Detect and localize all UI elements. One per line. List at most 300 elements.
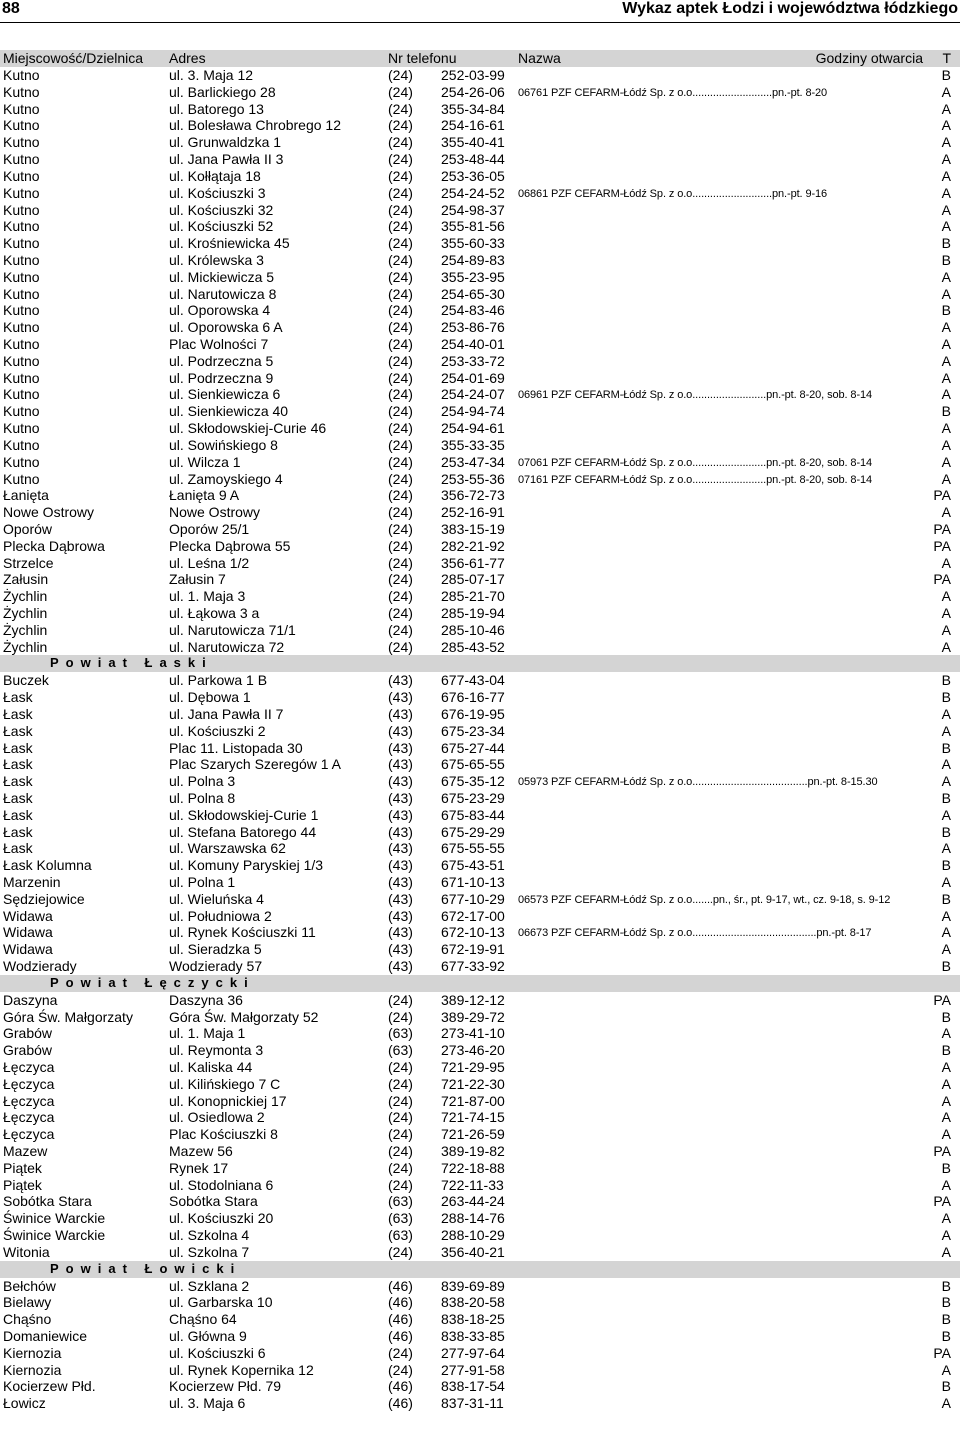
cell-type: A (941, 167, 951, 184)
cell-area-code: (43) (388, 823, 413, 840)
cell-address: ul. Skłodowskiej-Curie 1 (169, 806, 319, 823)
cell-location: Załusin (3, 571, 49, 588)
cell-area-code: (63) (388, 1227, 413, 1244)
cell-type: A (941, 941, 951, 958)
cell-phone-number: 675-29-29 (441, 823, 505, 840)
table-row (0, 1177, 960, 1194)
cell-location: Piątek (3, 1159, 42, 1176)
table-row (0, 941, 960, 958)
cell-location: Kutno (3, 100, 40, 117)
cell-area-code: (24) (388, 470, 413, 487)
cell-phone-number: 355-60-33 (441, 235, 505, 252)
cell-name-hours: 06961 PZF CEFARM-Łódź Sp. z o.o.........................pn.-pt. 8-20, sob. 8-14 (518, 389, 873, 402)
cell-phone-number: 675-23-29 (441, 789, 505, 806)
table-row (0, 773, 960, 790)
cell-location: Widawa (3, 941, 53, 958)
table-row (0, 571, 960, 588)
cell-location: Łask (3, 722, 33, 739)
cell-area-code: (24) (388, 1109, 413, 1126)
cell-phone-number: 355-23-95 (441, 268, 505, 285)
cell-address: ul. Krośniewicka 45 (169, 235, 290, 252)
cell-type: A (941, 1092, 951, 1109)
cell-area-code: (63) (388, 1193, 413, 1210)
cell-phone-number: 675-35-12 (441, 773, 505, 790)
cell-type: A (941, 705, 951, 722)
cell-phone-number: 675-65-55 (441, 756, 505, 773)
cell-phone-number: 253-36-05 (441, 167, 505, 184)
cell-name-hours: 07061 PZF CEFARM-Łódź Sp. z o.o.........................pn.-pt. 8-20, sob. 8-14 (518, 456, 873, 469)
cell-area-code: (46) (388, 1294, 413, 1311)
table-row (0, 1143, 960, 1160)
cell-type: A (941, 605, 951, 621)
cell-phone-number: 282-21-92 (441, 537, 505, 554)
cell-area-code: (24) (388, 1243, 413, 1260)
cell-area-code: (24) (388, 1159, 413, 1176)
cell-phone-number: 254-83-46 (441, 302, 505, 319)
cell-area-code: (43) (388, 941, 413, 958)
cell-type: A (941, 83, 951, 100)
cell-address: ul. Stefana Batorego 44 (169, 823, 317, 840)
cell-type: A (941, 201, 951, 218)
cell-location: Łęczyca (3, 1075, 55, 1092)
cell-area-code: (24) (388, 386, 413, 403)
section-title: Powiat Łaski (50, 655, 213, 671)
cell-phone-number: 677-10-29 (441, 890, 505, 907)
cell-area-code: (43) (388, 789, 413, 806)
cell-location: Marzenin (3, 874, 61, 890)
cell-phone-number: 721-87-00 (441, 1092, 505, 1109)
cell-type: A (941, 1176, 951, 1193)
table-row (0, 370, 960, 387)
cell-area-code: (63) (388, 1025, 413, 1042)
table-row (0, 353, 960, 370)
cell-phone-number: 838-18-25 (441, 1311, 505, 1328)
table-row (0, 286, 960, 303)
table-row (0, 235, 960, 252)
cell-location: Łask (3, 756, 33, 773)
cell-location: Mazew (3, 1143, 48, 1159)
table-row (0, 487, 960, 504)
cell-phone-number: 253-55-36 (441, 470, 505, 487)
cell-phone-number: 277-91-58 (441, 1361, 505, 1378)
cell-phone-number: 389-19-82 (441, 1143, 505, 1159)
cell-area-code: (43) (388, 773, 413, 790)
cell-phone-number: 721-29-95 (441, 1058, 505, 1075)
cell-area-code: (24) (388, 991, 413, 1008)
table-row (0, 420, 960, 437)
cell-location: Buczek (3, 672, 49, 689)
cell-type: B (941, 1378, 951, 1395)
table-row (0, 840, 960, 857)
cell-address: Plecka Dąbrowa 55 (169, 537, 291, 554)
cell-phone-number: 838-33-85 (441, 1327, 505, 1344)
cell-location: Kutno (3, 151, 40, 168)
cell-location: Kutno (3, 369, 40, 386)
cell-phone-number: 356-61-77 (441, 554, 505, 571)
cell-phone-number: 675-83-44 (441, 806, 505, 823)
cell-address: ul. Stodolniana 6 (169, 1176, 274, 1193)
cell-type: B (941, 789, 951, 806)
cell-phone-number: 253-86-76 (441, 319, 505, 336)
cell-area-code: (24) (388, 487, 413, 504)
cell-address: ul. Sieradzka 5 (169, 941, 262, 958)
cell-address: ul. Batorego 13 (169, 100, 264, 117)
cell-address: ul. Sowińskiego 8 (169, 436, 278, 453)
cell-location: Widawa (3, 907, 53, 924)
cell-type: B (941, 739, 951, 756)
cell-type: A (941, 470, 951, 487)
cell-location: Kutno (3, 470, 40, 487)
cell-phone-number: 389-29-72 (441, 1008, 505, 1025)
cell-address: Plac 11. Listopada 30 (169, 739, 303, 756)
cell-address: ul. Szklana 2 (169, 1277, 250, 1294)
cell-area-code: (46) (388, 1311, 413, 1328)
table-row (0, 1311, 960, 1328)
cell-type: A (941, 268, 951, 285)
table-row (0, 807, 960, 824)
cell-type: A (941, 874, 951, 890)
cell-location: Kutno (3, 453, 40, 470)
cell-location: Strzelce (3, 554, 54, 571)
cell-phone-number: 672-17-00 (441, 907, 505, 924)
cell-location: Żychlin (3, 605, 48, 621)
cell-phone-number: 838-17-54 (441, 1378, 505, 1395)
cell-name-hours: 06673 PZF CEFARM-Łódź Sp. z o.o..........................................pn.-pt. 8-17 (518, 927, 872, 940)
cell-phone-number: 722-11-33 (441, 1176, 504, 1193)
cell-phone-number: 356-72-73 (441, 487, 505, 504)
cell-address: ul. Warszawska 62 (169, 840, 286, 857)
cell-phone-number: 677-33-92 (441, 958, 505, 975)
cell-area-code: (24) (388, 605, 413, 621)
cell-location: Kiernozia (3, 1344, 62, 1361)
cell-phone-number: 285-19-94 (441, 605, 505, 621)
table-row (0, 1328, 960, 1345)
cell-type: A (941, 436, 951, 453)
col-location: Miejscowość/Dzielnica (3, 50, 144, 66)
cell-address: Kocierzew Płd. 79 (169, 1378, 282, 1395)
cell-location: Łask (3, 739, 33, 756)
table-row (0, 454, 960, 471)
cell-area-code: (24) (388, 268, 413, 285)
cell-phone-number: 273-41-10 (441, 1025, 505, 1042)
cell-phone-number: 671-10-13 (441, 874, 505, 890)
table-row (0, 639, 960, 656)
cell-location: Łanięta (3, 487, 49, 504)
cell-area-code: (24) (388, 1361, 413, 1378)
cell-phone-number: 721-22-30 (441, 1075, 505, 1092)
table-row (0, 1244, 960, 1261)
cell-phone-number: 356-40-21 (441, 1243, 505, 1260)
cell-type: A (941, 638, 951, 655)
cell-type: A (941, 1075, 951, 1092)
cell-address: ul. Polna 1 (169, 874, 236, 890)
table-row (0, 1294, 960, 1311)
cell-phone-number: 253-33-72 (441, 352, 505, 369)
table-row (0, 1378, 960, 1395)
cell-location: Kutno (3, 235, 40, 252)
cell-area-code: (43) (388, 705, 413, 722)
cell-address: ul. Kościuszki 6 (169, 1344, 266, 1361)
cell-address: ul. Bolesława Chrobrego 12 (169, 117, 341, 134)
cell-type: A (941, 907, 951, 924)
cell-phone-number: 839-69-89 (441, 1277, 505, 1294)
cell-type: B (941, 1327, 951, 1344)
cell-area-code: (63) (388, 1210, 413, 1227)
cell-location: Kiernozia (3, 1361, 62, 1378)
cell-phone-number: 355-33-35 (441, 436, 505, 453)
cell-location: Widawa (3, 924, 53, 941)
cell-area-code: (24) (388, 134, 413, 151)
cell-type: A (941, 840, 951, 857)
table-row (0, 672, 960, 689)
cell-location: Góra Św. Małgorzaty (3, 1008, 133, 1025)
table-row (0, 151, 960, 168)
cell-area-code: (24) (388, 167, 413, 184)
cell-area-code: (24) (388, 621, 413, 638)
cell-address: ul. Wilcza 1 (169, 453, 241, 470)
cell-phone-number: 254-94-74 (441, 403, 505, 420)
cell-phone-number: 677-43-04 (441, 672, 505, 689)
cell-address: ul. Kościuszki 32 (169, 201, 274, 218)
cell-type: B (941, 689, 951, 706)
cell-area-code: (24) (388, 319, 413, 336)
table-row (0, 689, 960, 706)
cell-area-code: (24) (388, 520, 413, 537)
cell-phone-number: 252-16-91 (441, 504, 505, 521)
table-row (0, 874, 960, 891)
cell-type: A (941, 218, 951, 235)
cell-location: Grabów (3, 1042, 53, 1059)
page-header (0, 0, 960, 24)
table-row (0, 117, 960, 134)
cell-address: ul. Konopnickiej 17 (169, 1092, 287, 1109)
cell-type: A (941, 184, 951, 201)
cell-address: ul. Łąkowa 3 a (169, 605, 260, 621)
cell-address: ul. Królewska 3 (169, 251, 264, 268)
table-row (0, 992, 960, 1009)
cell-location: Chąśno (3, 1311, 52, 1328)
table-row (0, 1160, 960, 1177)
cell-location: Nowe Ostrowy (3, 504, 95, 521)
table-row (0, 891, 960, 908)
cell-address: ul. Kościuszki 2 (169, 722, 266, 739)
cell-address: ul. Kołłątaja 18 (169, 167, 261, 184)
cell-address: ul. Reymonta 3 (169, 1042, 264, 1059)
cell-type: A (941, 1025, 951, 1042)
cell-location: Łask (3, 823, 33, 840)
cell-area-code: (24) (388, 1058, 413, 1075)
table-row (0, 1009, 960, 1026)
cell-address: Sobótka Stara (169, 1193, 258, 1210)
cell-type: PA (933, 1193, 951, 1210)
cell-type: B (941, 302, 951, 319)
col-type: T (942, 50, 951, 66)
table-row (0, 1395, 960, 1412)
cell-location: Sędziejowice (3, 890, 85, 907)
cell-address: ul. 1. Maja 1 (169, 1025, 246, 1042)
cell-phone-number: 672-10-13 (441, 924, 505, 941)
cell-type: A (941, 369, 951, 386)
table-row (0, 605, 960, 622)
cell-phone-number: 277-97-64 (441, 1344, 505, 1361)
cell-location: Łowicz (3, 1395, 46, 1412)
col-address: Adres (169, 50, 206, 66)
table-row (0, 1193, 960, 1210)
cell-area-code: (43) (388, 672, 413, 689)
cell-phone-number: 675-27-44 (441, 739, 505, 756)
table-row (0, 756, 960, 773)
cell-address: ul. Mickiewicza 5 (169, 268, 275, 285)
section-header (0, 655, 960, 672)
table-row (0, 857, 960, 874)
cell-location: Łęczyca (3, 1092, 55, 1109)
cell-phone-number: 253-48-44 (441, 151, 505, 168)
cell-type: A (941, 722, 951, 739)
cell-type: A (941, 924, 951, 941)
cell-area-code: (24) (388, 151, 413, 168)
cell-phone-number: 288-14-76 (441, 1210, 505, 1227)
cell-address: Rynek 17 (169, 1159, 229, 1176)
section-title: Powiat Łęczycki (50, 974, 255, 990)
cell-address: ul. Podrzeczna 5 (169, 352, 274, 369)
cell-name-hours: 06573 PZF CEFARM-Łódź Sp. z o.o.......pn., śr., pt. 9-17, wt., cz. 9-18, s. 9-12 (518, 893, 891, 906)
cell-phone-number: 721-26-59 (441, 1126, 505, 1143)
cell-area-code: (24) (388, 369, 413, 386)
cell-phone-number: 254-65-30 (441, 285, 505, 302)
section-title: Powiat Łowicki (50, 1260, 242, 1276)
section-header (0, 975, 960, 992)
cell-type: A (941, 319, 951, 336)
cell-area-code: (24) (388, 285, 413, 302)
cell-address: Plac Wolności 7 (169, 336, 269, 352)
cell-location: Wodzierady (3, 958, 77, 975)
table-row (0, 958, 960, 975)
cell-location: Kutno (3, 403, 40, 420)
cell-area-code: (43) (388, 874, 413, 890)
table-row (0, 521, 960, 538)
cell-address: ul. Wieluńska 4 (169, 890, 264, 907)
cell-type: A (941, 151, 951, 168)
cell-name-hours: 06861 PZF CEFARM-Łódź Sp. z o.o...........................pn.-pt. 9-16 (518, 187, 828, 200)
cell-phone-number: 389-12-12 (441, 991, 505, 1008)
cell-area-code: (24) (388, 201, 413, 218)
cell-location: Kutno (3, 218, 40, 235)
cell-area-code: (24) (388, 184, 413, 201)
cell-type: B (941, 251, 951, 268)
cell-phone-number: 355-40-41 (441, 134, 505, 151)
cell-area-code: (24) (388, 504, 413, 521)
cell-type: B (941, 1311, 951, 1328)
table-row (0, 740, 960, 757)
cell-address: ul. Parkowa 1 B (169, 672, 268, 689)
cell-area-code: (24) (388, 67, 413, 83)
cell-type: PA (933, 1344, 951, 1361)
cell-type: B (941, 67, 951, 83)
cell-phone-number: 273-46-20 (441, 1042, 505, 1059)
cell-phone-number: 355-34-84 (441, 100, 505, 117)
cell-phone-number: 288-10-29 (441, 1227, 505, 1244)
cell-phone-number: 254-89-83 (441, 251, 505, 268)
cell-location: Kutno (3, 251, 40, 268)
table-row (0, 1345, 960, 1362)
table-row (0, 101, 960, 118)
cell-phone-number: 252-03-99 (441, 67, 505, 83)
cell-area-code: (24) (388, 537, 413, 554)
col-phone: Nr telefonu (388, 50, 457, 66)
cell-area-code: (24) (388, 1075, 413, 1092)
table-row (0, 1059, 960, 1076)
cell-location: Kutno (3, 386, 40, 403)
cell-area-code: (24) (388, 436, 413, 453)
cell-address: ul. Narutowicza 8 (169, 285, 277, 302)
cell-location: Żychlin (3, 621, 48, 638)
cell-type: A (941, 504, 951, 521)
cell-area-code: (43) (388, 924, 413, 941)
cell-type: A (941, 773, 951, 790)
cell-type: PA (933, 487, 951, 504)
cell-address: ul. Oporowska 6 A (169, 319, 283, 336)
table-row (0, 471, 960, 488)
cell-area-code: (24) (388, 83, 413, 100)
cell-location: Łęczyca (3, 1058, 55, 1075)
cell-phone-number: 285-07-17 (441, 571, 505, 588)
cell-address: Załusin 7 (169, 571, 226, 588)
cell-phone-number: 675-23-34 (441, 722, 505, 739)
cell-address: ul. 3. Maja 12 (169, 67, 254, 83)
cell-address: ul. Polna 3 (169, 773, 236, 790)
cell-location: Kutno (3, 336, 40, 352)
cell-address: Chąśno 64 (169, 1311, 237, 1328)
cell-area-code: (24) (388, 352, 413, 369)
cell-phone-number: 254-26-06 (441, 83, 505, 100)
cell-address: Łanięta 9 A (169, 487, 240, 504)
cell-address: ul. Oporowska 4 (169, 302, 271, 319)
table-row (0, 319, 960, 336)
table-row (0, 555, 960, 572)
cell-area-code: (24) (388, 235, 413, 252)
cell-location: Kutno (3, 83, 40, 100)
cell-address: ul. Jana Pawła II 3 (169, 151, 284, 168)
cell-type: A (941, 453, 951, 470)
cell-location: Łask (3, 689, 33, 706)
cell-address: ul. Garbarska 10 (169, 1294, 273, 1311)
cell-location: Witonia (3, 1243, 50, 1260)
cell-type: PA (933, 1143, 951, 1159)
cell-area-code: (43) (388, 890, 413, 907)
cell-address: ul. Sienkiewicza 40 (169, 403, 289, 420)
cell-type: A (941, 1210, 951, 1227)
cell-area-code: (43) (388, 857, 413, 874)
cell-address: Mazew 56 (169, 1143, 233, 1159)
cell-type: A (941, 806, 951, 823)
cell-location: Kutno (3, 319, 40, 336)
table-row (0, 1210, 960, 1227)
cell-address: ul. Główna 9 (169, 1327, 247, 1344)
cell-type: A (941, 117, 951, 134)
cell-area-code: (24) (388, 117, 413, 134)
cell-phone-number: 254-24-07 (441, 386, 505, 403)
cell-location: Kutno (3, 67, 40, 83)
cell-address: ul. Narutowicza 72 (169, 638, 285, 655)
table-row (0, 1076, 960, 1093)
cell-address: ul. Barlickiego 28 (169, 83, 276, 100)
cell-phone-number: 722-18-88 (441, 1159, 505, 1176)
cell-type: A (941, 1395, 951, 1412)
table-row (0, 924, 960, 941)
table-row (0, 1362, 960, 1379)
cell-address: ul. Podrzeczna 9 (169, 369, 274, 386)
cell-address: ul. Kilińskiego 7 C (169, 1075, 281, 1092)
